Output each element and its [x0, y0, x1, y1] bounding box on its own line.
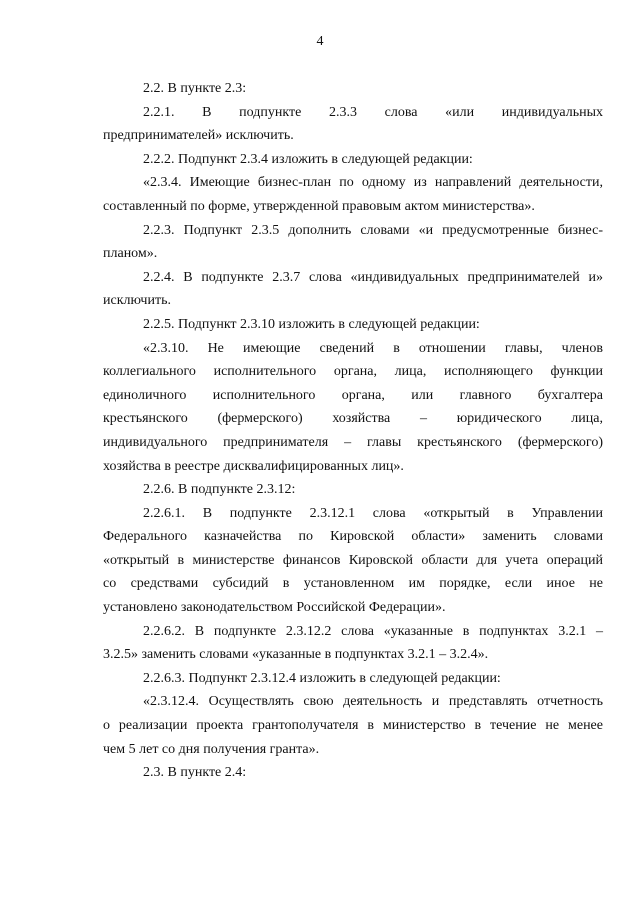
text-line: 2.2.6. В подпункте 2.3.12: [143, 482, 296, 498]
text-line: 2.2.6.3. Подпункт 2.3.12.4 изложить в следующей редакции: [143, 670, 501, 686]
paragraph [103, 266, 603, 313]
text-line: 2.2.4. В подпункте 2.3.7 слова «индивидуальных предпринимателей и» [143, 269, 603, 285]
text-line: 2.2. В пункте 2.3: [143, 81, 247, 96]
text-line: 2.2.1. В подпункте 2.3.3 слова «или индивидуальных [143, 104, 603, 120]
text-line: 2.2.6.2. В подпункте 2.3.12.2 слова «указанные в подпунктах 3.2.1 – [143, 623, 603, 639]
paragraph [103, 478, 603, 502]
text-line: «2.3.10. Не имеющие сведений в отношении главы, членов [143, 340, 603, 356]
paragraph [103, 690, 603, 761]
paragraph [103, 337, 603, 479]
text-line: 2.2.5. Подпункт 2.3.10 изложить в следующей редакции: [143, 316, 480, 332]
text-line: единоличного исполнительного органа, или главного бухгалтера [103, 387, 603, 403]
paragraph [103, 171, 603, 218]
paragraph [103, 313, 603, 337]
text-line: предпринимателей» исключить. [103, 128, 294, 144]
text-line: исключить. [103, 293, 171, 309]
text-line: «открытый в министерстве финансов Кировской области для учета операций [103, 552, 603, 568]
text-line: 3.2.5» заменить словами «указанные в подпунктах 3.2.1 – 3.2.4». [103, 647, 489, 663]
paragraph [103, 101, 603, 148]
text-line: со средствами субсидий в установленном им порядке, если иное не [103, 576, 603, 592]
text-line: 2.2.3. Подпункт 2.3.5 дополнить словами «и предусмотренные бизнес- [143, 222, 603, 238]
text-line: планом». [103, 246, 158, 262]
paragraph [103, 620, 603, 667]
text-line: 2.2.2. Подпункт 2.3.4 изложить в следующей редакции: [143, 151, 473, 167]
paragraph [103, 502, 603, 620]
text-line: составленный по форме, утвержденной правовым актом министерства». [103, 198, 535, 214]
text-line: Федерального казначейства по Кировской области» заменить словами [103, 529, 603, 545]
text-line: коллегиального исполнительного органа, лица, исполняющего функции [103, 364, 603, 380]
text-line: «2.3.12.4. Осуществлять свою деятельность и представлять отчетность [143, 694, 603, 710]
paragraph [103, 219, 603, 266]
text-line: о реализации проекта грантополучателя в министерство в течение не менее [103, 718, 603, 734]
text-line: хозяйства в реестре дисквалифицированных лиц». [103, 458, 404, 474]
text-line: установлено законодательством Российской Федерации». [103, 600, 446, 616]
text-line: «2.3.4. Имеющие бизнес-план по одному из направлений деятельности, [143, 175, 603, 191]
text-line: крестьянского (фермерского) хозяйства – юридического лица, [103, 411, 603, 427]
page-number: 4 [316, 34, 324, 49]
document-body [103, 77, 603, 785]
paragraph [103, 667, 603, 691]
text-line: 2.2.6.1. В подпункте 2.3.12.1 слова «открытый в Управлении [143, 505, 603, 521]
paragraph [103, 761, 603, 785]
text-line: чем 5 лет со дня получения гранта». [103, 741, 320, 757]
paragraph [103, 77, 603, 101]
text-line: индивидуального предпринимателя – главы крестьянского (фермерского) [103, 434, 603, 450]
paragraph [103, 148, 603, 172]
text-line: 2.3. В пункте 2.4: [143, 765, 247, 781]
